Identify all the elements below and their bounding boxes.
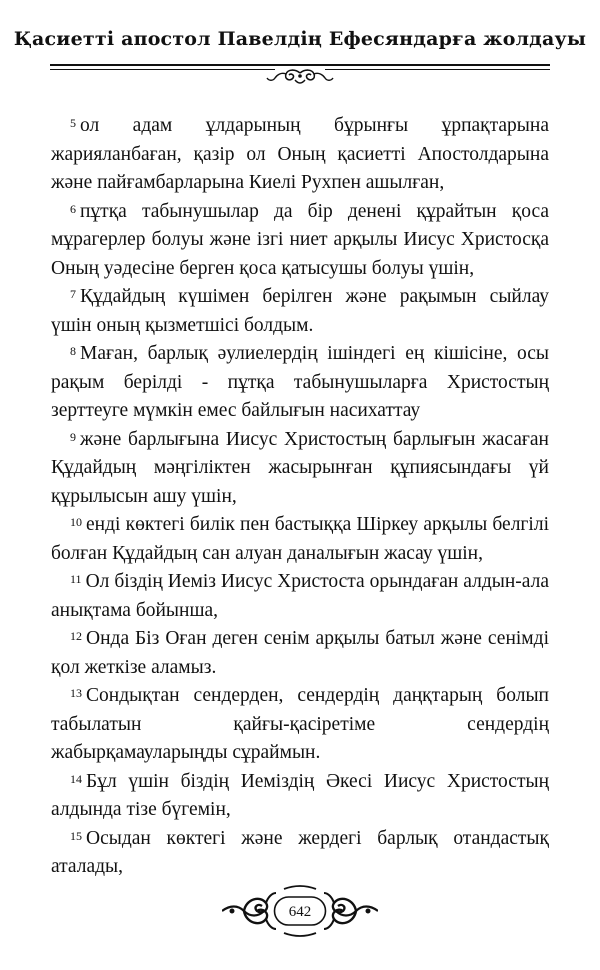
- verse-number: 11: [70, 572, 82, 586]
- verse-text: ол адам ұлдарының бұрынғы ұрпақтарына жарияланбаған, қазір ол Оның қасиетті Апостолдарына және пайғамбарларына Киелі Рухпен ашылған,: [51, 115, 549, 193]
- page-number: 642: [288, 904, 312, 920]
- verse-text: Сондықтан сендерден, сендердің даңқтарың болып табылатын қайғы-қасіретіме сендердің жабырқамауларыңды сұраймын.: [51, 685, 549, 763]
- verse-number: 13: [70, 686, 82, 700]
- verse-text: Бұл үшін біздің Иеміздің Әкесі Иисус Христостың алдында тізе бүгемін,: [51, 770, 549, 820]
- verse-text: Осыдан көктегі және жердегі барлық отандастық аталады,: [51, 827, 549, 877]
- verse-number: 9: [70, 429, 76, 444]
- verse-text: Құдайдың күшімен берілген және рақымын сыйлау үшін оның қызметшісі болдым.: [51, 286, 549, 336]
- epistle-text: [51, 112, 549, 882]
- verse-number: 7: [70, 287, 76, 301]
- verse-number: 12: [70, 629, 82, 643]
- verse-5: [51, 112, 549, 198]
- verse-text: енді көктегі билік пен бастыққа Шіркеу арқылы белгілі болған Құдайдың сан алуан даналығын жасау үшін,: [51, 514, 549, 564]
- verse-number: 6: [70, 201, 76, 216]
- verse-text: және барлығына Иисус Христостың барлығын жасаған Құдайдың мәңгіліктен жасырынған құпиясындағы үй құрылысын ашу үшін,: [51, 428, 549, 507]
- page-header: Қасиетті апостол Павелдің Ефесяндарға жолдауы: [13, 28, 587, 50]
- verse-8: [51, 340, 549, 426]
- verse-15: [51, 825, 549, 882]
- verse-7: [51, 283, 549, 340]
- header-ornament-icon: [255, 66, 345, 88]
- verse-text: Ол біздің Иеміз Иисус Христоста орындаған алдын-ала анықтама бойынша,: [51, 571, 549, 621]
- verse-number: 10: [70, 515, 82, 529]
- verse-14: [51, 768, 549, 825]
- verse-11: [51, 568, 549, 625]
- verse-6: [51, 198, 549, 284]
- verse-text: пұтқа табынушылар да бір денені құрайтын қоса мұрагерлер болуы және ізгі ниет арқылы Иисус Христосқа Оның уәдесіне берген қоса қатысушы болуы үшін,: [51, 200, 549, 279]
- verse-9: [51, 426, 549, 512]
- verse-10: [51, 511, 549, 568]
- verse-text: Онда Біз Оған деген сенім арқылы батыл және сенімді қол жеткізе аламыз.: [51, 628, 549, 678]
- verse-number: 15: [70, 828, 82, 843]
- verse-text: Маған, барлық әулиелердің ішіндегі ең кішісіне, осы рақым берілді - пұтқа табынушыларға Христостың зерттеуге мүмкін емес байлығын насихаттау: [51, 343, 549, 421]
- verse-number: 14: [70, 771, 82, 786]
- verse-number: 5: [70, 116, 76, 130]
- verse-number: 8: [70, 344, 76, 358]
- verse-12: [51, 625, 549, 682]
- verse-13: [51, 682, 549, 768]
